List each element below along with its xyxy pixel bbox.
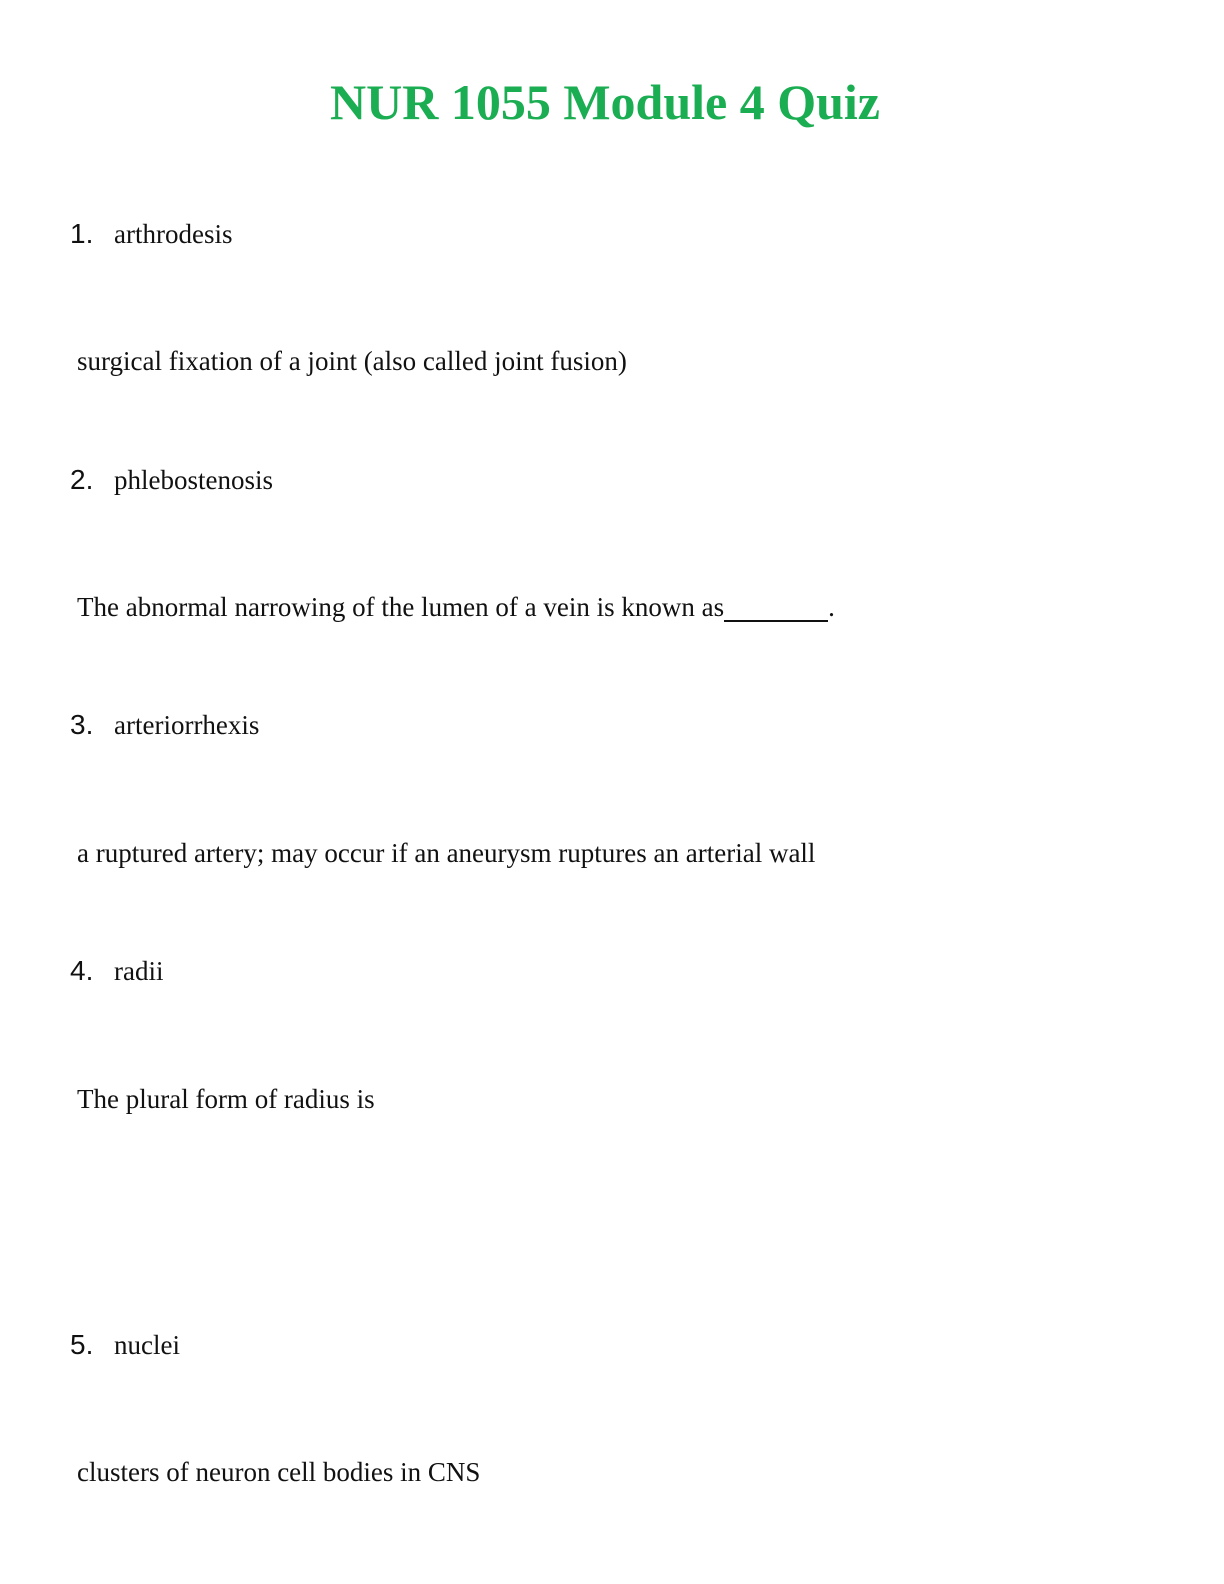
question-4-answer: The plural form of radius is — [77, 1084, 375, 1114]
question-3-answer: a ruptured artery; may occur if an aneurysm ruptures an arterial wall — [77, 838, 816, 868]
question-number: 1. — [70, 218, 94, 249]
question-1-answer: surgical fixation of a joint (also called joint fusion) — [77, 346, 627, 376]
question-5-answer: clusters of neuron cell bodies in CNS — [77, 1457, 481, 1487]
answer-text: The abnormal narrowing of the lumen of a vein is known as — [77, 592, 725, 622]
question-4-term-row — [70, 953, 163, 989]
question-term: arthrodesis — [114, 219, 233, 249]
question-2-answer — [77, 589, 835, 625]
question-term: arteriorrhexis — [114, 710, 260, 740]
question-3-term-row — [70, 707, 259, 743]
question-number: 5. — [70, 1329, 94, 1360]
question-number: 4. — [70, 955, 94, 986]
answer-suffix: . — [828, 592, 835, 622]
question-term: nuclei — [114, 1330, 180, 1360]
question-number: 3. — [70, 709, 94, 740]
question-5-term-row — [70, 1327, 180, 1363]
question-2-term-row — [70, 462, 273, 498]
question-number: 2. — [70, 464, 94, 495]
question-term: phlebostenosis — [114, 465, 273, 495]
question-1-term-row — [70, 216, 232, 252]
fill-in-blank-line — [724, 596, 828, 622]
page-title: NUR 1055 Module 4 Quiz — [330, 74, 880, 130]
question-term: radii — [114, 956, 164, 986]
